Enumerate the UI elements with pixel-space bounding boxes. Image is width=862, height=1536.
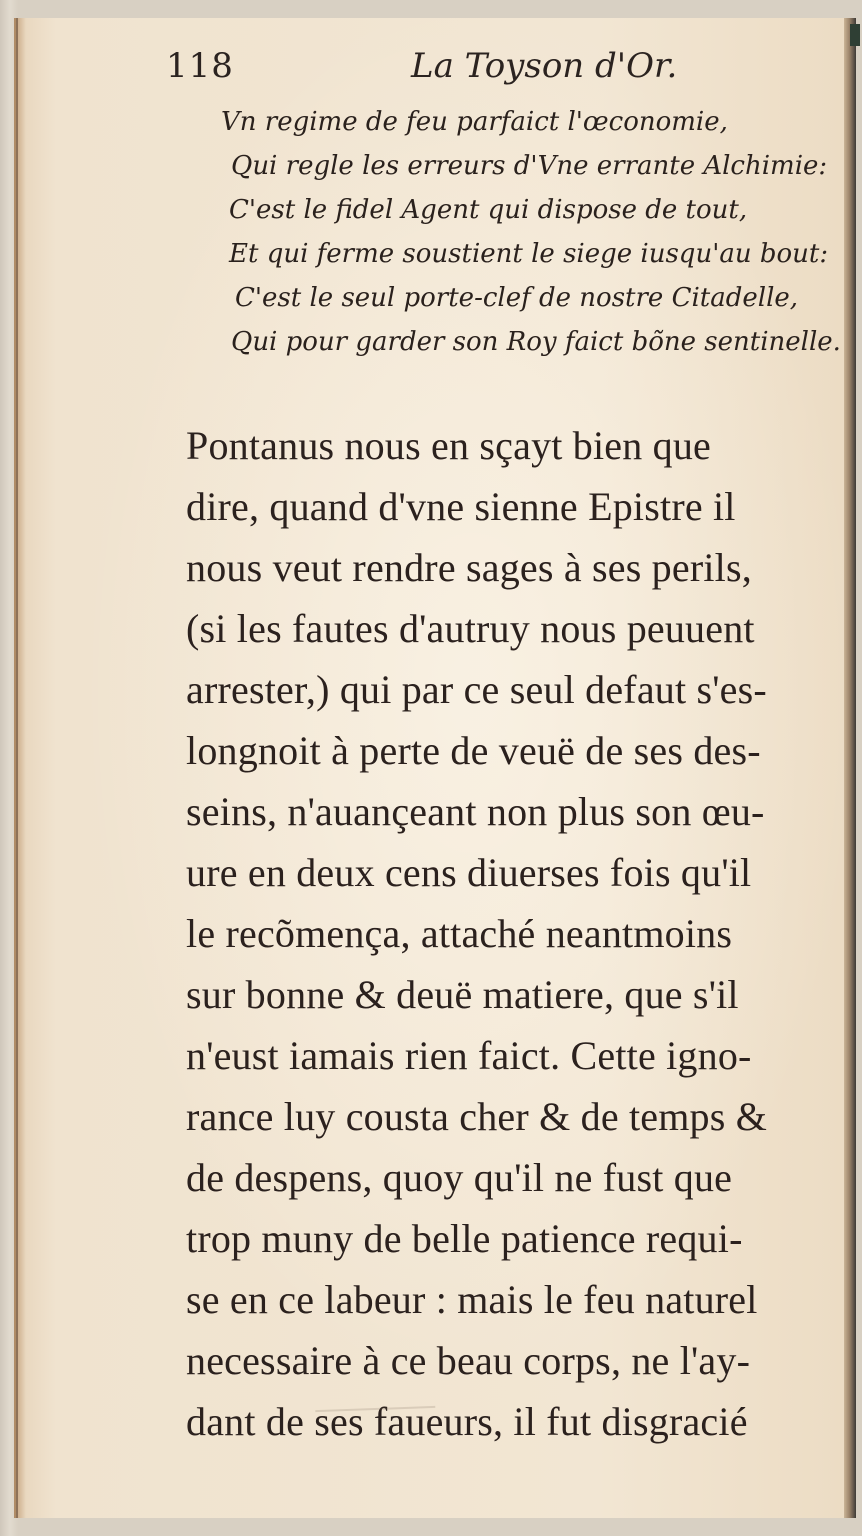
verse-line: C'est le fidel Agent qui dispose de tout,	[229, 195, 748, 225]
prose-line: de despens, quoy qu'il ne fust que	[186, 1155, 733, 1200]
verse-line: Qui regle les erreurs d'Vne errante Alchimie:	[231, 151, 828, 181]
prose-block	[186, 415, 846, 1452]
prose-line: ure en deux cens diuerses fois qu'il	[186, 850, 752, 895]
prose-line: arrester,) qui par ce seul defaut s'es-	[186, 667, 767, 712]
verse-line: Vn regime de feu parfaict l'œconomie,	[221, 107, 728, 137]
verse-line: Qui pour garder son Roy faict bõne sentinelle.	[231, 327, 841, 357]
running-head	[166, 46, 686, 94]
running-title: La Toyson d'Or.	[411, 46, 678, 86]
prose-line: se en ce labeur : mais le feu naturel	[186, 1277, 758, 1322]
prose-line: longnoit à perte de veuë de ses des-	[186, 728, 761, 773]
verse-line: Et qui ferme soustient le siege iusqu'au bout:	[229, 239, 829, 269]
show-through-mark	[315, 1406, 436, 1452]
prose-line: seins, n'auançeant non plus son œu-	[186, 789, 765, 834]
prose-line: rance luy cousta cher & de temps &	[186, 1094, 768, 1139]
verse-block	[211, 100, 851, 364]
prose-line: trop muny de belle patience requi-	[186, 1216, 743, 1261]
prose-line: nous veut rendre sages à ses perils,	[186, 545, 752, 590]
prose-line: Pontanus nous en sçayt bien que	[186, 423, 712, 468]
prose-line: le recõmença, attaché neantmoins	[186, 911, 733, 956]
bookmark-tab	[850, 24, 860, 46]
prose-line: (si les fautes d'autruy nous peuuent	[186, 606, 755, 651]
prose-line: necessaire à ce beau corps, ne l'ay-	[186, 1338, 751, 1383]
folio-number: 118	[166, 46, 234, 86]
prose-line: dant de ses faueurs, il fut disgracié	[186, 1399, 748, 1444]
prose-line: dire, quand d'vne sienne Epistre il	[186, 484, 736, 529]
verse-line: C'est le seul porte-clef de nostre Citadelle,	[235, 283, 799, 313]
prose-line: sur bonne & deuë matiere, que s'il	[186, 972, 739, 1017]
prose-line: n'eust iamais rien faict. Cette igno-	[186, 1033, 752, 1078]
page	[14, 18, 846, 1518]
